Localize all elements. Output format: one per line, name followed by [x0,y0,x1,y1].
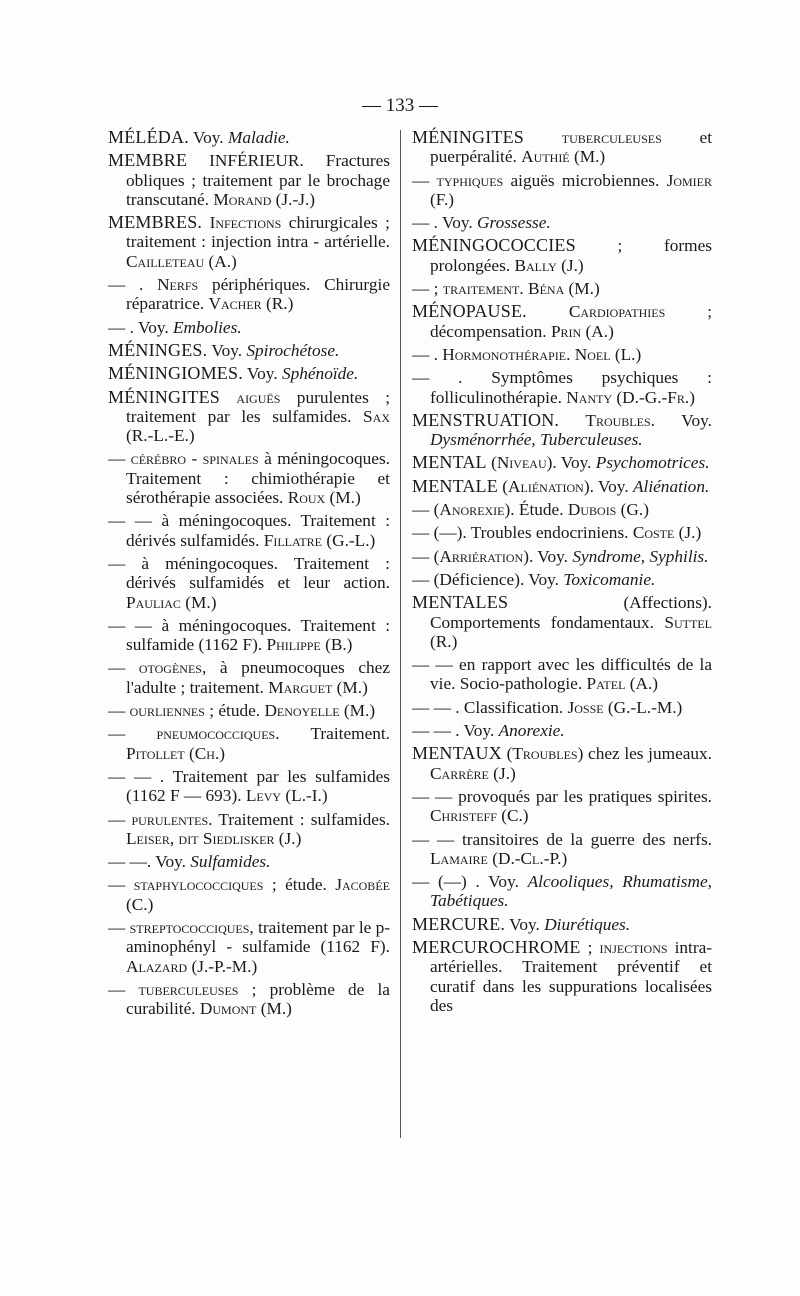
entry-dash: — [108,658,139,678]
entry-author: Leiser, dit Siedlisker (J.) [126,828,302,848]
entry-text: ; [580,937,600,957]
entry-dash: — — [412,786,459,806]
entry-smallcaps: injections [599,937,668,957]
entry-author: Pitollet (Ch.) [126,743,226,763]
entry-text: à méningocoques. Traitement : dérivés sulfamidés. [126,511,391,550]
entry-author: Denoyelle (M.) [264,701,376,721]
entry-smallcaps: cérébro - spinales [130,449,259,469]
entry-dash: — [108,809,132,829]
entry-heading: MÉNOPAUSE. [412,301,527,322]
entry-heading: MEMBRES. [108,212,203,233]
entry-smallcaps: Troubles. [559,410,655,430]
entry-heading: MENTALES [412,592,509,613]
entry-author: Dubois (G.) [567,500,649,520]
index-entry [108,724,390,763]
index-entry [108,616,390,655]
entry-dash: — — [108,615,162,635]
entry-author: Pauliac (M.) [126,592,217,612]
entry-text: (—) . Voy. [437,872,528,892]
entry-smallcaps: Aliénation [508,476,584,496]
entry-reference: Dysménorrhée, Tuberculeuses. [430,430,643,450]
entry-author: Roux (M.) [287,488,361,508]
page-number: — 133 — [362,95,438,116]
entry-author: Vacher (R.) [208,294,294,314]
entry-text: à méningocoques. Traitement : dérivés sulfamidés et leur action. [126,553,390,593]
entry-author: Dumont (M.) [199,999,292,1019]
index-entry [108,449,390,507]
entry-text: Voy. [463,721,499,741]
index-entry [412,368,712,407]
entry-text: ; étude. [263,875,336,895]
index-entry [412,698,712,717]
index-entry [412,593,712,651]
entry-smallcaps: Arriération [439,546,524,566]
entry-heading: MÉLÉDA. [108,127,189,147]
entry-author: Sax (R.-L.-E.) [126,406,390,446]
entry-text: Voy. [242,364,282,384]
index-entry [412,915,712,934]
entry-author: Patel (A.) [586,674,659,694]
entry-heading: MENTAL [412,452,487,473]
entry-dash: — —. [108,852,156,872]
entry-dash: — — . [412,697,464,717]
entry-heading: MEMBRE [108,150,188,171]
index-entry [108,213,390,271]
entry-smallcaps: INFÉRIEUR. [187,151,304,171]
entry-author: Lamaire (D.-Cl.-P.) [430,848,568,868]
entry-author: Carrère (J.) [430,763,516,783]
entry-smallcaps: Cardiopathies [526,302,666,322]
entry-smallcaps: Niveau [496,453,547,473]
entry-smallcaps: Troubles [512,744,578,764]
entry-text: Voy. [441,213,477,233]
entry-smallcaps: pneumococciques. [156,724,280,744]
entry-smallcaps: typhiques [436,170,504,190]
entry-text: traitement par le p-aminophényl - sulfamide (1162 F). [126,917,391,957]
entry-dash: — — [412,655,460,675]
entry-dash: — [412,569,434,589]
entry-reference: Psychomotrices. [595,453,710,473]
left-column [108,128,390,1022]
entry-dash: — — . [412,721,464,741]
index-entry [108,980,390,1019]
index-entry [412,500,712,519]
entry-text: Traitement : sulfamides. [212,809,391,829]
entry-dash: — [412,546,434,566]
entry-smallcaps: streptococciques, [129,917,254,937]
entry-author: Jomier (F.) [430,170,712,209]
index-entry [412,830,712,869]
index-entry [412,345,712,364]
index-entry [412,721,712,740]
entry-text: Classification. [463,697,568,717]
entry-heading: MERCURE. [412,913,506,934]
entry-text: (Déficience). Voy. [433,569,564,589]
index-entry [108,388,390,446]
entry-smallcaps: Anorexie [439,500,505,520]
entry-smallcaps: ourliennes ; [129,701,215,721]
entry-author: Fillatre (G.-L.) [263,530,376,550]
entry-dash: — [412,872,438,892]
entry-text: Symptômes psychiques : folliculinothérapie. [430,368,712,407]
entry-text: intra-artérielles. Traitement préventif et curatif dans les suppurations localisées des [430,937,712,1015]
entry-heading: MÉNINGIOMES. [108,363,243,384]
index-entry [412,570,712,589]
entry-reference: Sulfamides. [190,852,271,872]
entry-dash: — ; [412,279,443,299]
index-entry [412,477,712,496]
entry-heading: MÉNINGITES [412,127,524,147]
entry-reference: Spirochétose. [246,340,340,360]
entry-text: à méningocoques. Traitement : chimiothérapie et sérothérapie associées. [126,449,390,508]
entry-reference: Toxicomanie. [563,569,656,589]
entry-dash: — [108,553,142,573]
entry-smallcaps: traitement. [442,279,524,299]
entry-author: Nanty (D.-G.-Fr.) [566,387,695,407]
entry-text: ) chez les jumeaux. [577,744,713,764]
entry-text: ). Voy. [523,546,573,566]
entry-heading: MÉNINGOCOCCIES [412,235,576,256]
entry-dash: — — [412,829,462,849]
entry-author: Levy (L.-I.) [245,786,328,806]
entry-dash: — . [412,213,442,233]
entry-author: Authié (M.) [521,147,606,167]
index-entry [108,701,390,720]
entry-dash: — [108,875,134,895]
entry-text: chirurgicales ; traitement : injection intra - artérielle. [126,213,390,252]
entry-heading: MÉNINGES. [108,339,208,360]
entry-text: à méningocoques. Traitement : sulfamide (1162 F). [126,615,391,655]
entry-dash: — . [108,317,138,337]
entry-text: (Affections). Comportements fondamentaux. [430,593,712,632]
entry-heading: MÉNINGITES [108,386,220,407]
entry-smallcaps: Nerfs [157,275,199,295]
entry-heading: MENSTRUATION. [412,409,560,430]
index-entry [412,213,712,232]
entry-text: Voy. [188,128,228,147]
index-entry [412,302,712,341]
entry-author: Alazard (J.-P.-M.) [126,956,258,976]
entry-author: Josse (G.-L.-M.) [567,697,683,717]
entry-dash: — [412,523,434,543]
index-entry [108,364,390,383]
index-entry [108,318,390,337]
index-entry [108,810,390,849]
entry-smallcaps: staphylococciques [133,875,264,895]
entry-dash: — . [412,344,443,364]
entry-text: Voy. [505,914,545,934]
entry-author: Christeff (C.) [430,806,529,826]
index-entry [412,872,712,911]
entry-text: aiguës microbiennes. [503,170,667,190]
entry-dash: — [412,170,437,190]
entry-author: Bally (J.) [514,255,584,275]
index-entry [412,279,712,298]
entry-text: ( [433,546,440,566]
entry-text: ; problème de la curabilité. [126,979,390,1019]
index-entry [108,511,390,550]
entry-smallcaps: purulentes. [131,809,213,829]
entry-text: ). Voy. [546,453,596,473]
entry-text: ; décompensation. [430,302,712,341]
entry-text: ( [501,744,513,764]
entry-reference: Embolies. [173,317,242,337]
entry-smallcaps: Hormonothérapie. [442,344,571,364]
entry-smallcaps: tuberculeuses [524,128,662,147]
entry-text: provoqués par les pratiques spirites. [458,786,712,806]
index-entry [412,547,712,566]
entry-reference: Aliénation. [632,476,710,496]
entry-dash: — — . [108,766,173,786]
entry-author: Suttel (R.) [430,612,712,651]
entry-text: Voy. [654,410,712,430]
entry-text: Fractures obliques ; traitement par le brochage transcutané. [126,151,391,209]
entry-author: Marguet (M.) [268,677,368,697]
entry-dash: — . [412,368,492,388]
entry-heading: MERCUROCHROME [412,936,581,957]
index-entry [108,128,390,147]
entry-heading: MENTAUX [412,743,502,764]
entry-text: Voy. [137,317,173,337]
entry-smallcaps: tuberculeuses [138,979,239,999]
index-entry [412,411,712,450]
entry-text: Traitement. [279,724,390,744]
entry-text: ( [486,453,497,473]
entry-text: Traitement par les sulfamides (1162 F — 693). [126,766,390,806]
entry-text: Voy. [155,852,191,872]
entry-smallcaps: aiguës [220,387,281,407]
entry-text: périphériques. Chirurgie réparatrice. [126,275,390,314]
entry-text: (—). Troubles endocriniens. [433,523,633,543]
entry-heading: MENTALE [412,475,498,496]
entry-text: purulentes ; traitement par les sulfamides. [126,387,390,426]
index-entry [108,918,390,976]
entry-author: Cailleteau (A.) [126,251,237,271]
entry-smallcaps: otogènes, [138,658,207,678]
index-entry [412,938,712,1015]
entry-dash: — [108,917,130,937]
index-entry [412,523,712,542]
index-entry [412,787,712,826]
entry-text: transitoires de la guerre des nerfs. [461,829,712,849]
entry-author: Coste (J.) [632,523,702,543]
entry-dash: — [412,500,434,520]
entry-dash: — [108,979,139,999]
entry-reference: Sphénoïde. [281,364,359,384]
entry-text: à pneumocoques chez l'adulte ; traitement. [126,658,390,697]
entry-text: étude. [214,701,265,721]
index-entry [412,236,712,275]
entry-author: Jacobée (C.) [126,875,390,914]
index-entry [108,767,390,806]
entry-text: ; formes prolongées. [430,236,712,275]
index-entry [108,275,390,314]
entry-dash: — . [108,275,158,295]
entry-dash: — — [108,511,162,531]
index-entry [412,744,712,783]
index-entry [108,875,390,914]
entry-author: Prin (A.) [550,321,614,341]
entry-author: Béna (M.) [528,279,600,299]
entry-text: ( [497,476,509,496]
entry-reference: Alcooliques, Rhumatisme, Tabétiques. [430,872,712,911]
entry-dash: — [108,724,157,744]
right-column [412,128,712,1019]
entry-text: ). Voy. [583,476,633,496]
entry-reference: Diurétiques. [544,914,631,934]
entry-dash: — [108,701,130,721]
entry-author: Morand (J.-J.) [213,189,316,209]
index-entry [108,554,390,612]
entry-dash: — [108,449,131,469]
index-entry [412,655,712,694]
column-divider [400,130,401,1138]
entry-reference: Syndrome, Syphilis. [572,546,709,566]
index-entry [108,852,390,871]
entry-text: Voy. [207,340,247,360]
entry-text: en rapport avec les difficultés de la vie. Socio-pathologie. [430,655,713,694]
entry-text: ( [433,500,440,520]
index-entry [412,453,712,472]
entry-text: et puerpéralité. [430,128,712,167]
index-entry [108,658,390,697]
index-entry [108,341,390,360]
entry-author: Noel (L.) [574,344,642,364]
entry-reference: Maladie. [227,128,290,147]
entry-author: Philippe (B.) [266,635,353,655]
entry-text: ). Étude. [504,500,568,520]
index-entry [412,171,712,210]
entry-reference: Grossesse. [477,213,551,233]
index-entry [108,151,390,209]
index-entry [412,128,712,167]
entry-smallcaps: Infections [202,213,282,233]
entry-reference: Anorexie. [498,721,565,741]
